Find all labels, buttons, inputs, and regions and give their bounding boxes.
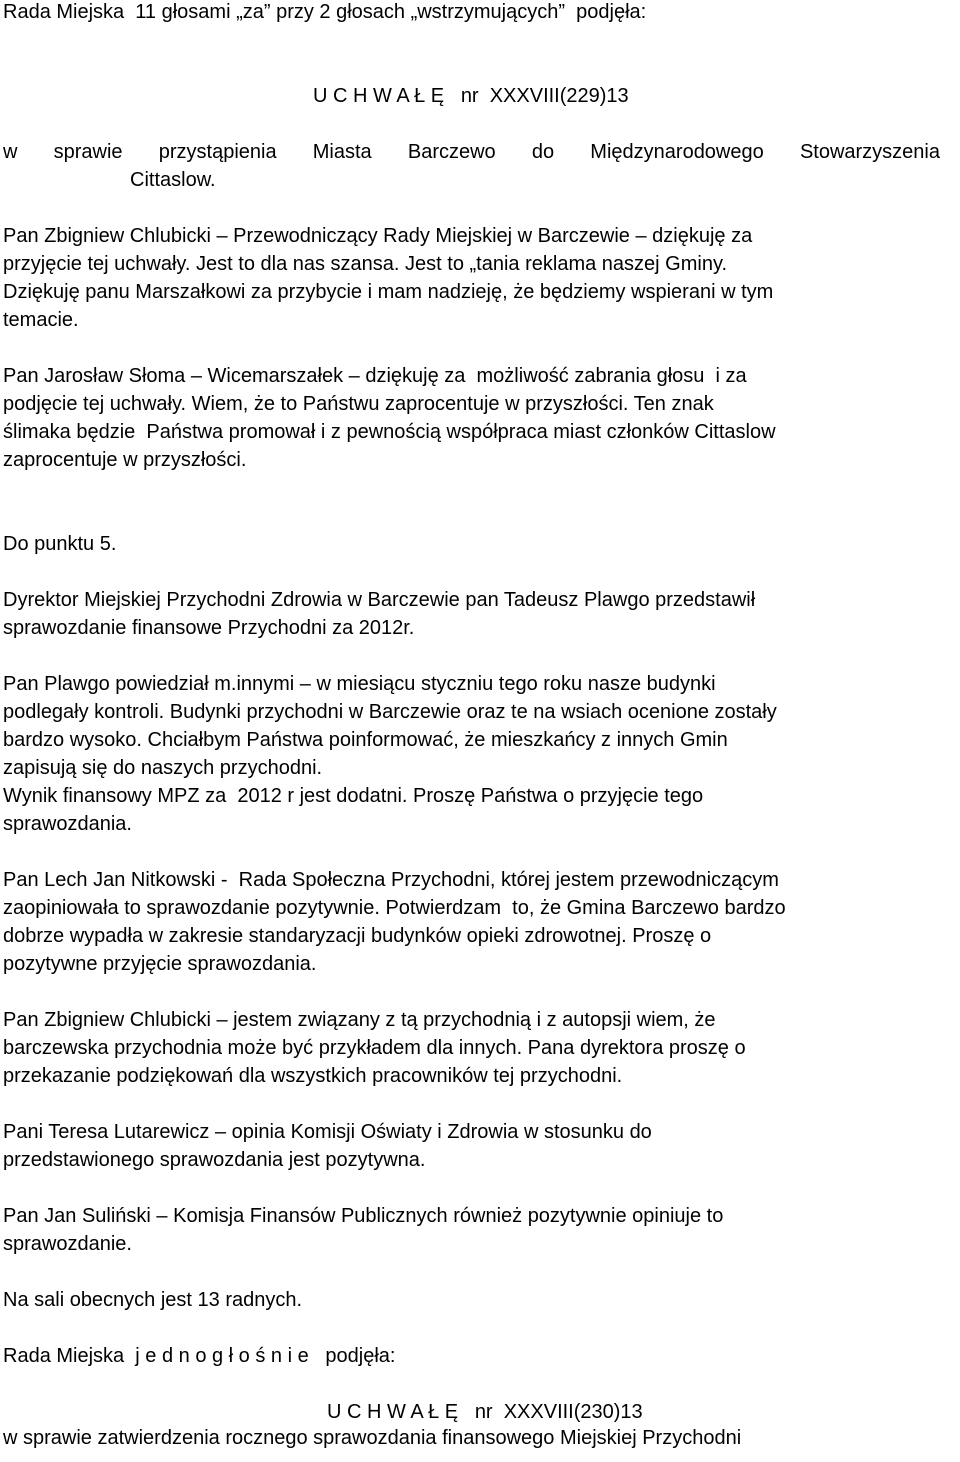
paragraph-line: podlegały kontroli. Budynki przychodni w Barczewie oraz te na wsiach ocenione zostały	[3, 701, 777, 723]
resolution-subject: w sprawie przystąpienia Miasta Barczewo do Międzynarodowego Stowarzyszenia	[3, 141, 940, 163]
paragraph-line: temacie.	[3, 309, 79, 331]
resolution-vote-text: Rada Miejska 11 głosami „za” przy 2 głosach „wstrzymujących” podjęła:	[3, 1, 647, 23]
resolution-subject: w sprawie zatwierdzenia rocznego sprawozdania finansowego Miejskiej Przychodni	[3, 1427, 742, 1449]
paragraph-line: Pan Jan Suliński – Komisja Finansów Publicznych również pozytywnie opiniuje to	[3, 1205, 724, 1227]
paragraph-line: sprawozdania.	[3, 813, 132, 835]
attendance-text: Na sali obecnych jest 13 radnych.	[3, 1289, 303, 1311]
paragraph-line: przyjęcie tej uchwały. Jest to dla nas szansa. Jest to „tania reklama naszej Gminy.	[3, 253, 728, 275]
paragraph-line: sprawozdanie finansowe Przychodni za 2012r.	[3, 617, 415, 639]
paragraph-line: Pani Teresa Lutarewicz – opinia Komisji Oświaty i Zdrowia w stosunku do	[3, 1121, 652, 1143]
paragraph-line: barczewska przychodnia może być przykładem dla innych. Pana dyrektora proszę o	[3, 1037, 746, 1059]
resolution-title: U C H W A Ł Ę nr XXXVIII(230)13	[327, 1401, 643, 1423]
paragraph-line: Pan Plawgo powiedział m.innymi – w miesiącu styczniu tego roku nasze budynki	[3, 673, 716, 695]
paragraph-line: pozytywne przyjęcie sprawozdania.	[3, 953, 317, 975]
paragraph-line: Dziękuję panu Marszałkowi za przybycie i mam nadzieję, że będziemy wspierani w tym	[3, 281, 774, 303]
paragraph-line: zapisują się do naszych przychodni.	[3, 757, 323, 779]
paragraph-line: zaprocentuje w przyszłości.	[3, 449, 247, 471]
paragraph-line: podjęcie tej uchwały. Wiem, że to Państwu zaprocentuje w przyszłości. Ten znak	[3, 393, 714, 415]
paragraph-line: Wynik finansowy MPZ za 2012 r jest dodatni. Proszę Państwa o przyjęcie tego	[3, 785, 704, 807]
paragraph-line: przedstawionego sprawozdania jest pozytywna.	[3, 1149, 426, 1171]
paragraph-line: ślimaka będzie Państwa promował i z pewnością współpraca miast członków Cittaslow	[3, 421, 776, 443]
resolution-title: U C H W A Ł Ę nr XXXVIII(229)13	[313, 85, 629, 107]
paragraph-line: zaopiniowała to sprawozdanie pozytywnie. Potwierdzam to, że Gmina Barczewo bardzo	[3, 897, 786, 919]
paragraph-line: bardzo wysoko. Chciałbym Państwa poinformować, że mieszkańcy z innych Gmin	[3, 729, 728, 751]
section-heading: Do punktu 5.	[3, 533, 117, 555]
paragraph-line: przekazanie podziękowań dla wszystkich pracowników tej przychodni.	[3, 1065, 623, 1087]
resolution-subject-continued: Cittaslow.	[130, 169, 216, 191]
paragraph-line: Pan Zbigniew Chlubicki – jestem związany z tą przychodnią i z autopsji wiem, że	[3, 1009, 716, 1031]
paragraph-line: Pan Lech Jan Nitkowski - Rada Społeczna Przychodni, której jestem przewodniczącym	[3, 869, 779, 891]
paragraph-line: Pan Jarosław Słoma – Wicemarszałek – dziękuję za możliwość zabrania głosu i za	[3, 365, 747, 387]
paragraph-line: dobrze wypadła w zakresie standaryzacji budynków opieki zdrowotnej. Proszę o	[3, 925, 712, 947]
paragraph-line: Pan Zbigniew Chlubicki – Przewodniczący Rady Miejskiej w Barczewie – dziękuję za	[3, 225, 753, 247]
paragraph-line: Dyrektor Miejskiej Przychodni Zdrowia w Barczewie pan Tadeusz Plawgo przedstawił	[3, 589, 756, 611]
paragraph-line: sprawozdanie.	[3, 1233, 132, 1255]
resolution-vote-text: Rada Miejska j e d n o g ł o ś n i e podjęła:	[3, 1345, 396, 1367]
